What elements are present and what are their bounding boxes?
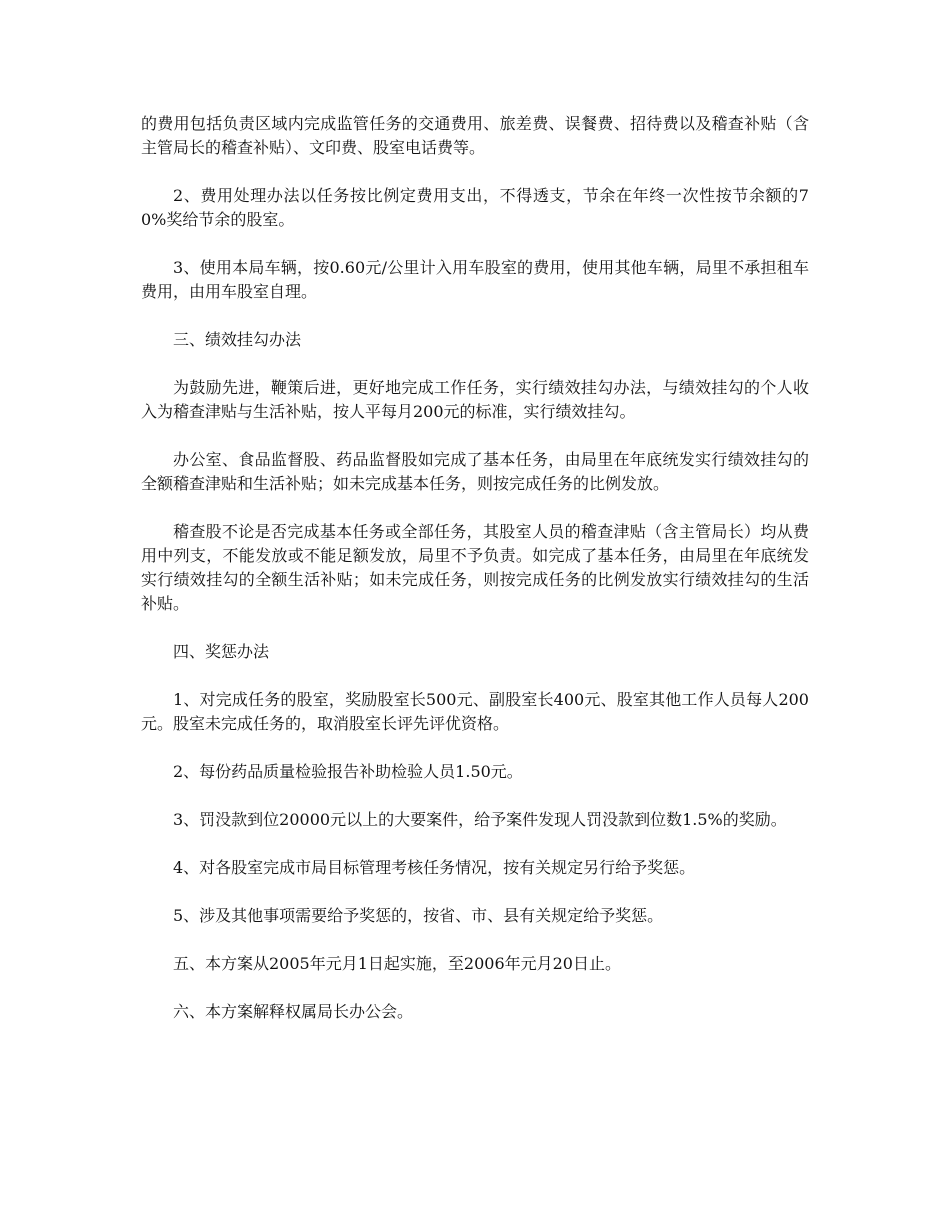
paragraph-reward-2: 2、每份药品质量检验报告补助检验人员1.50元。 bbox=[173, 762, 523, 781]
paragraph-reward-1: 1、对完成任务的股室，奖励股室长500元、副股室长400元、股室其他工作人员每人200元。股室未完成任务的，取消股室长评先评优资格。 bbox=[141, 690, 809, 733]
section-heading-rewards: 四、奖惩办法 bbox=[173, 642, 270, 661]
document-body bbox=[141, 112, 809, 1048]
section-effective-period: 五、本方案从2005年元月1日起实施，至2006年元月20日止。 bbox=[173, 954, 621, 973]
paragraph-inspection-unit: 稽查股不论是否完成基本任务或全部任务，其股室人员的稽查津贴（含主管局长）均从费用中列支，不能发放或不能足额发放，局里不予负责。如完成了基本任务，由局里在年底统发实行绩效挂勾的全额生活补贴；如未完成任务，则按完成任务的比例发放实行绩效挂勾的生活补贴。 bbox=[141, 522, 809, 613]
paragraph-expense-handling: 2、费用处理办法以任务按比例定费用支出，不得透支，节余在年终一次性按节余额的70%奖给节余的股室。 bbox=[141, 186, 809, 229]
paragraph-vehicle-usage: 3、使用本局车辆，按0.60元/公里计入用车股室的费用，使用其他车辆，局里不承担租车费用，由用车股室自理。 bbox=[141, 258, 809, 301]
paragraph-continuation-expenses: 的费用包括负责区域内完成监管任务的交通费用、旅差费、误餐费、招待费以及稽查补贴（含主管局长的稽查补贴）、文印费、股室电话费等。 bbox=[141, 114, 809, 157]
section-heading-performance: 三、绩效挂勾办法 bbox=[173, 330, 302, 349]
paragraph-reward-4: 4、对各股室完成市局目标管理考核任务情况，按有关规定另行给予奖惩。 bbox=[173, 858, 696, 877]
paragraph-performance-intro: 为鼓励先进，鞭策后进，更好地完成工作任务，实行绩效挂勾办法，与绩效挂勾的个人收入为稽查津贴与生活补贴，按人平每月200元的标准，实行绩效挂勾。 bbox=[141, 378, 809, 421]
section-interpretation: 六、本方案解释权属局长办公会。 bbox=[173, 1002, 414, 1021]
paragraph-reward-3: 3、罚没款到位20000元以上的大要案件，给予案件发现人罚没款到位数1.5%的奖励。 bbox=[173, 810, 787, 829]
paragraph-reward-5: 5、涉及其他事项需要给予奖惩的，按省、市、县有关规定给予奖惩。 bbox=[173, 906, 664, 925]
paragraph-office-supervision: 办公室、食品监督股、药品监督股如完成了基本任务，由局里在年底统发实行绩效挂勾的全额稽查津贴和生活补贴；如未完成基本任务，则按完成任务的比例发放。 bbox=[141, 450, 809, 493]
